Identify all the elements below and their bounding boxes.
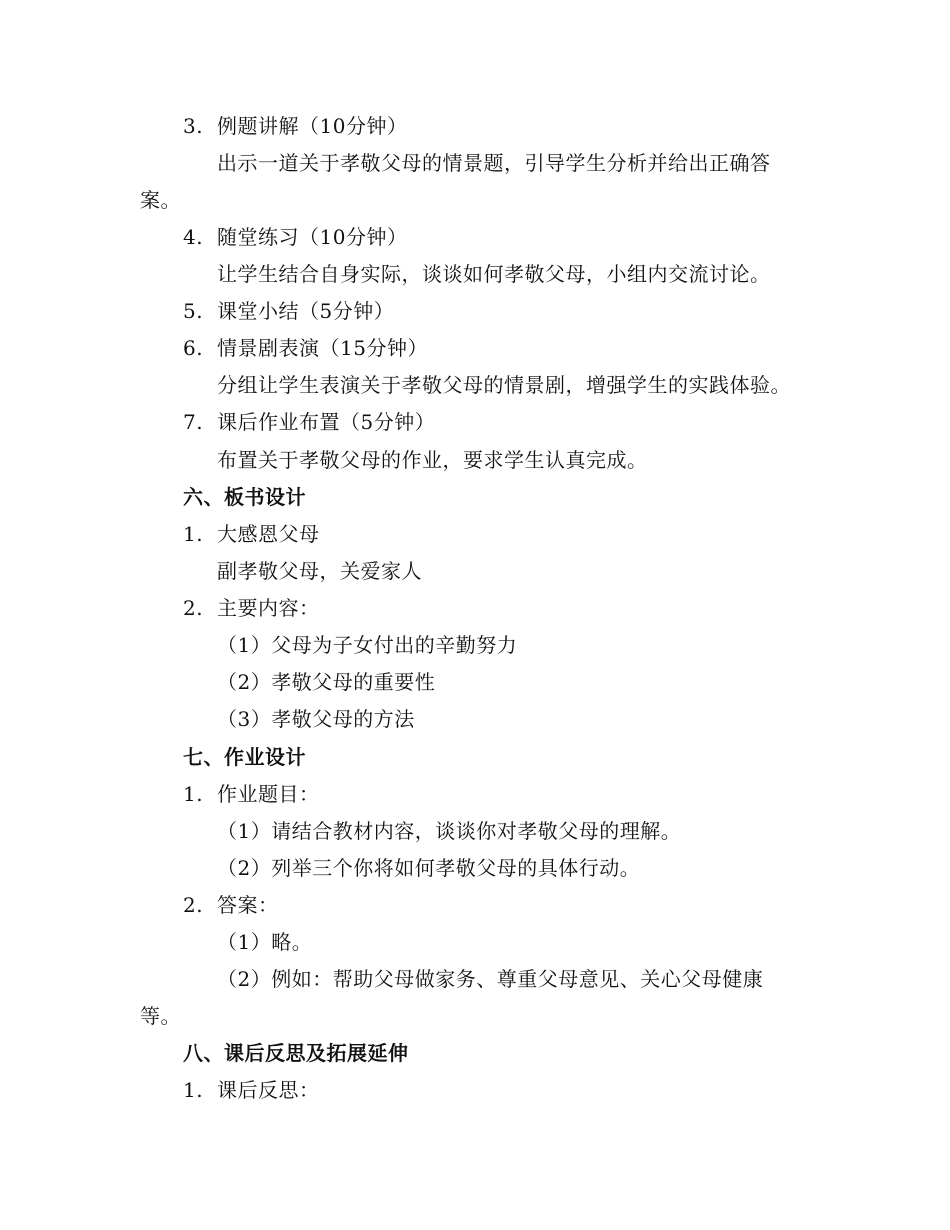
list-number: 4. xyxy=(183,225,204,249)
list-item xyxy=(183,298,394,324)
section-heading: 八、课后反思及拓展延伸 xyxy=(183,1041,409,1065)
paragraph-line: 分组让学生表演关于孝敬父母的情景剧，增强学生的实践体验。 xyxy=(217,373,791,397)
list-item xyxy=(183,781,320,807)
list-item xyxy=(183,113,407,139)
list-item-text: 课后作业布置（5分钟） xyxy=(217,410,436,434)
sub-item: （2）孝敬父母的重要性 xyxy=(217,670,436,694)
list-item xyxy=(183,335,428,361)
list-item-text: 作业题目： xyxy=(217,782,320,806)
list-item-text: 主要内容： xyxy=(217,596,320,620)
section-heading: 七、作业设计 xyxy=(183,745,306,769)
list-number: 1. xyxy=(183,1078,204,1102)
list-number: 1. xyxy=(183,522,204,546)
list-item-text: 课后反思： xyxy=(217,1078,320,1102)
sub-item: （1）父母为子女付出的辛勤努力 xyxy=(217,633,518,657)
sub-item: （3）孝敬父母的方法 xyxy=(217,707,415,731)
list-number: 2. xyxy=(183,893,204,917)
paragraph-line: 案。 xyxy=(140,188,181,212)
sub-item: （2）列举三个你将如何孝敬父母的具体行动。 xyxy=(217,856,641,880)
paragraph-line: 出示一道关于孝敬父母的情景题，引导学生分析并给出正确答 xyxy=(217,151,771,175)
list-item-text: 课堂小结（5分钟） xyxy=(217,299,395,323)
paragraph-line: 布置关于孝敬父母的作业，要求学生认真完成。 xyxy=(217,448,648,472)
list-item xyxy=(183,892,279,918)
list-number: 2. xyxy=(183,596,204,620)
sub-item: （1）略。 xyxy=(217,930,313,954)
sub-item: （1）请结合教材内容，谈谈你对孝敬父母的理解。 xyxy=(217,819,682,843)
list-item xyxy=(183,409,435,435)
list-item-text: 随堂练习（10分钟） xyxy=(217,225,408,249)
list-number: 6. xyxy=(183,336,204,360)
list-number: 5. xyxy=(183,299,204,323)
list-number: 3. xyxy=(183,114,204,138)
list-item xyxy=(183,1077,320,1103)
paragraph-line: 等。 xyxy=(140,1004,181,1028)
list-item-text: 情景剧表演（15分钟） xyxy=(217,336,428,360)
list-number: 7. xyxy=(183,410,204,434)
list-item xyxy=(183,224,407,250)
sub-item: （2）例如：帮助父母做家务、尊重父母意见、关心父母健康 xyxy=(217,967,764,991)
list-item-text: 大感恩父母 xyxy=(217,522,320,546)
paragraph-line: 副孝敬父母，关爱家人 xyxy=(217,559,422,583)
section-heading: 六、板书设计 xyxy=(183,485,306,509)
paragraph-line: 让学生结合自身实际，谈谈如何孝敬父母，小组内交流讨论。 xyxy=(217,262,771,286)
list-item-text: 例题讲解（10分钟） xyxy=(217,114,408,138)
list-item xyxy=(183,595,320,621)
list-number: 1. xyxy=(183,782,204,806)
list-item xyxy=(183,521,320,547)
list-item-text: 答案： xyxy=(217,893,279,917)
